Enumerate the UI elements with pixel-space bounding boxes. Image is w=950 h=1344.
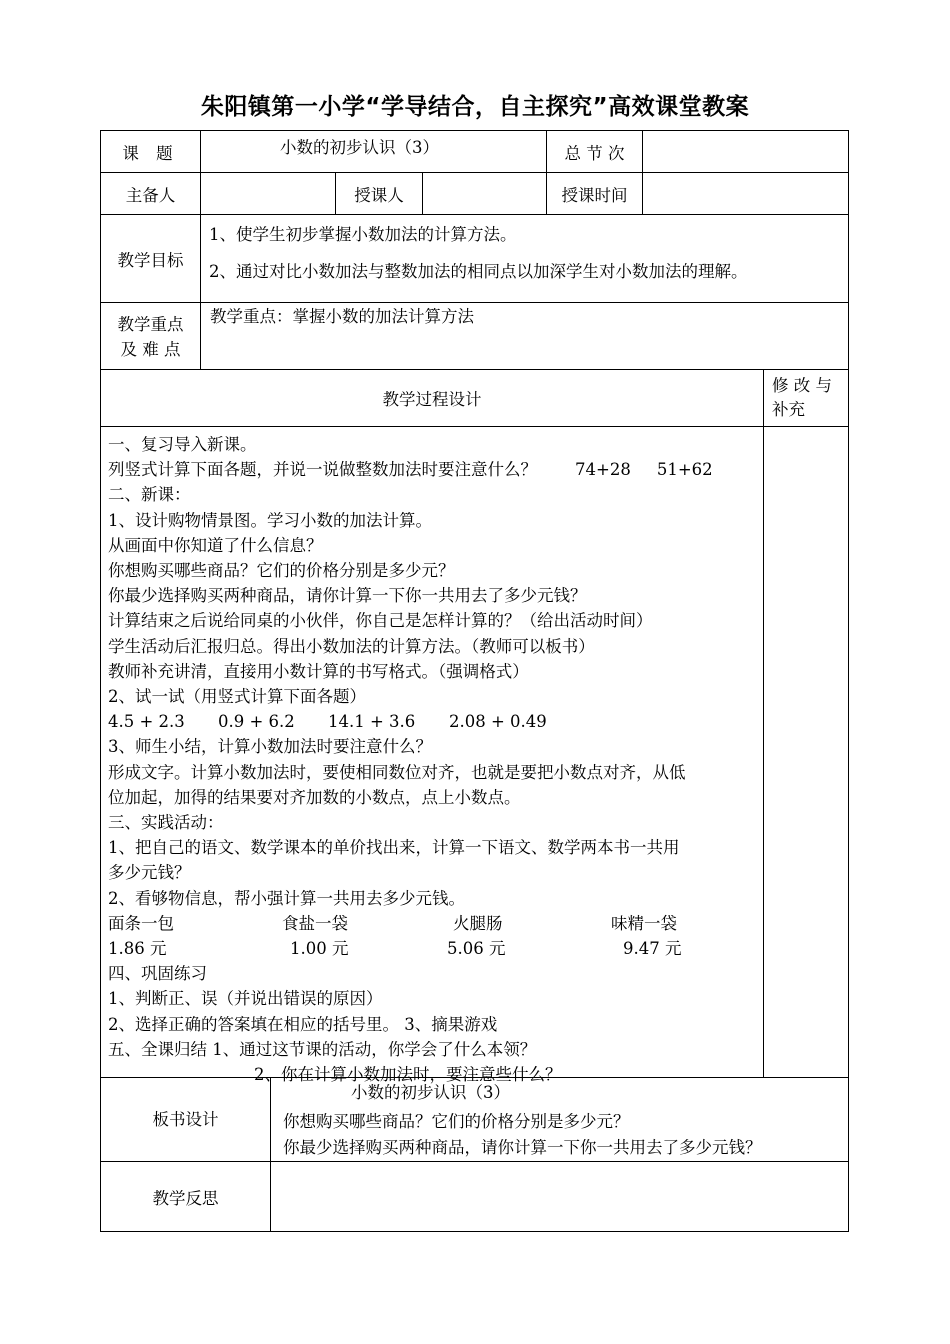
review-expr-2: 51+62: [656, 460, 713, 480]
review-expr-1: 74+28: [575, 460, 631, 480]
try-exprs-row: [108, 709, 763, 734]
product-price-4: 9.47 元: [623, 939, 682, 959]
revise-label-cell: [763, 369, 849, 427]
product-price-3: 5.06 元: [447, 939, 506, 959]
time-value-cell: [642, 172, 849, 215]
preparer-label: 主备人: [125, 185, 176, 205]
teacher-label-cell: [335, 172, 423, 215]
teacher-value-cell: [422, 172, 547, 215]
process-line: 1、把自己的语文、数学课本的单价找出来，计算一下语文、数学两本书一共用: [108, 838, 680, 858]
process-line: 1、设计购物情景图。学习小数的加法计算。: [108, 510, 432, 530]
goals-content-cell: [200, 214, 849, 303]
process-line: 计算结束之后说给同桌的小伙伴，你自己是怎样计算的？（给出活动时间）: [108, 611, 653, 631]
board-label-cell: [100, 1077, 271, 1162]
goal-item-2: 2、通过对比小数加法与整数加法的相同点以加深学生对小数加法的理解。: [209, 262, 748, 281]
board-line-1: 你想购买哪些商品？它们的价格分别是多少元？: [283, 1112, 630, 1131]
topic-label: 课 题: [122, 143, 179, 163]
process-line: 学生活动后汇报归总。得出小数加法的计算方法。（教师可以板书）: [108, 636, 595, 656]
topic-value-cell: [200, 130, 547, 173]
reflection-content-cell: [270, 1161, 849, 1232]
process-line: 形成文字。计算小数加法时，要使相同数位对齐，也就是要把小数点对齐，从低: [108, 762, 686, 782]
total-label-cell: [546, 130, 643, 173]
goal-item-1: 1、使学生初步掌握小数加法的计算方法。: [209, 225, 517, 244]
product-name-4: 味精一袋: [611, 913, 677, 933]
product-name-3: 火腿肠: [453, 913, 503, 933]
prices-row: [108, 936, 763, 961]
process-line: 1、判断正、误（并说出错误的原因）: [108, 989, 383, 1009]
revise-body-cell: [763, 426, 849, 1078]
process-line: 你想购买哪些商品？它们的价格分别是多少元？: [108, 561, 455, 581]
process-line: 2、选择正确的答案填在相应的括号里。 3、摘果游戏: [108, 1014, 498, 1034]
reflection-label: 教学反思: [152, 1188, 219, 1208]
process-line: 位加起，加得的结果要对齐加数的小数点，点上小数点。: [108, 787, 521, 807]
focus-text: 教学重点：掌握小数的加法计算方法: [210, 307, 474, 326]
board-line-2: 你最少选择购买两种商品，请你计算一下你一共用去了多少元钱？: [283, 1138, 762, 1157]
product-name-1: 面条一包: [108, 913, 174, 933]
try-expr-2: 0.9 + 6.2: [218, 712, 295, 732]
time-label: 授课时间: [561, 185, 628, 205]
process-line: 五、全课归结 1、通过这节课的活动，你学会了什么本领？: [108, 1039, 537, 1059]
process-header-cell: [100, 369, 764, 427]
process-line: 2、你在计算小数加法时，要注意些什么？: [254, 1065, 562, 1085]
process-line: 二、新课：: [108, 485, 191, 505]
try-expr-3: 14.1 + 3.6: [328, 712, 416, 732]
process-content: [108, 432, 763, 1087]
process-line: 一、复习导入新课。: [108, 435, 257, 454]
focus-content-cell: [200, 302, 849, 370]
process-line: 三、实践活动：: [108, 813, 224, 833]
try-expr-4: 2.08 + 0.49: [449, 712, 547, 732]
board-title: 小数的初步认识（3）: [351, 1083, 510, 1102]
board-label: 板书设计: [152, 1110, 219, 1129]
product-name-2: 食盐一袋: [282, 913, 348, 933]
topic-value: 小数的初步认识（3）: [280, 138, 439, 157]
product-price-2: 1.00 元: [290, 939, 349, 959]
revise-label-line1: 修 改 与: [772, 376, 832, 395]
revise-label-line2: 补充: [772, 400, 805, 419]
teacher-label: 授课人: [354, 185, 404, 205]
products-row: [108, 911, 763, 936]
page-title: 朱阳镇第一小学“学导结合，自主探究”高效课堂教案: [200, 94, 750, 120]
reflection-label-cell: [100, 1161, 271, 1232]
process-line: 你最少选择购买两种商品，请你计算一下你一共用去了多少元钱？: [108, 586, 587, 606]
process-line: 从画面中你知道了什么信息？: [108, 535, 323, 555]
process-line: 2、看够物信息，帮小强计算一共用去多少元钱。: [108, 888, 465, 908]
process-header: 教学过程设计: [382, 390, 482, 409]
focus-label-line2: 及 难 点: [120, 340, 181, 359]
preparer-value-cell: [200, 172, 336, 215]
focus-label-cell: [100, 302, 201, 370]
process-line: 3、师生小结，计算小数加法时要注意什么？: [108, 737, 432, 757]
product-price-1: 1.86 元: [108, 939, 167, 959]
time-label-cell: [546, 172, 643, 215]
try-expr-1: 4.5 + 2.3: [108, 712, 185, 732]
process-line: 多少元钱？: [108, 863, 191, 883]
total-label: 总 节 次: [564, 143, 625, 163]
process-line-review: 列竖式计算下面各题，并说一说做整数加法时要注意什么？ 74+28 51+62: [108, 460, 713, 480]
focus-label-line1: 教学重点: [117, 315, 184, 334]
board-content-cell: [270, 1077, 849, 1162]
preparer-label-cell: [100, 172, 201, 215]
goals-label-cell: [100, 214, 201, 303]
process-line: 教师补充讲清，直接用小数计算的书写格式。（强调格式）: [108, 661, 529, 681]
process-line: 2、试一试（用竖式计算下面各题）: [108, 687, 366, 707]
total-value-cell: [642, 130, 849, 173]
process-line: 四、巩固练习: [108, 964, 207, 984]
goals-label: 教学目标: [117, 250, 184, 270]
